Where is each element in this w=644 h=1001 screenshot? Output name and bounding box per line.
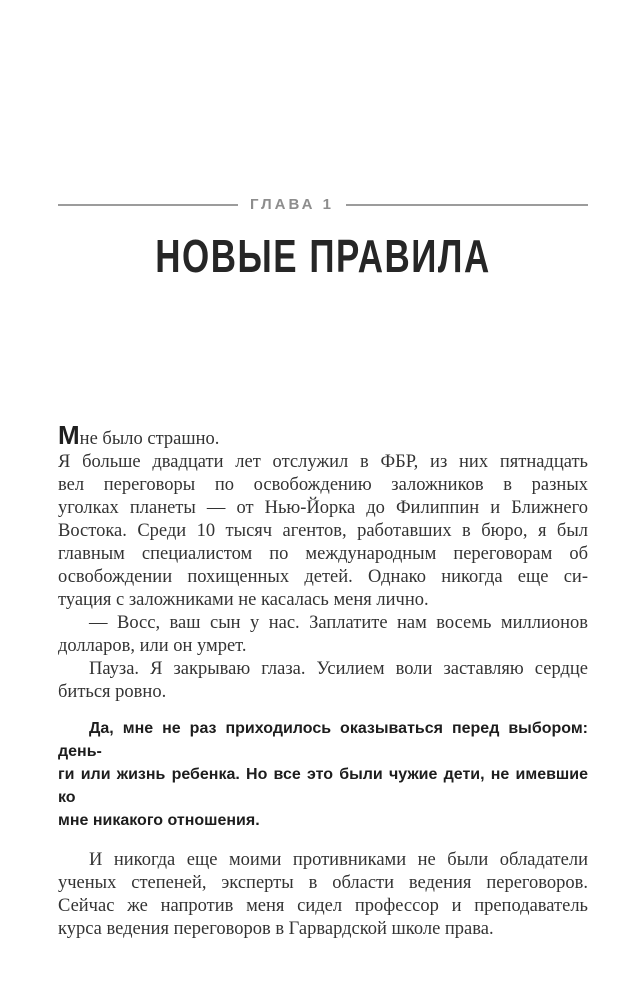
text-line: — Восс, ваш сын у нас. Заплатите нам восемь миллионов (89, 613, 588, 633)
page-body (58, 420, 588, 941)
text-line: Востока. Среди 10 тысяч агентов, работавших в бюро, я был (58, 521, 588, 541)
text-line: ги или жизнь ребенка. Но все это были чужие дети, не имевшие ко (58, 766, 588, 806)
text-line: мне никакого отношения. (58, 812, 260, 829)
divider-line-left (58, 204, 238, 206)
text-line: туация с заложниками не касалась меня лично. (58, 590, 429, 610)
text-line: уголках планеты — от Нью-Йорка до Филиппин и Ближнего (58, 498, 588, 518)
text-line: вел переговоры по освобождению заложников в разных (58, 475, 588, 495)
text-line: Сейчас же напротив меня сидел профессор и преподаватель (58, 896, 588, 916)
drop-cap: М (58, 420, 80, 450)
text-line: Пауза. Я закрываю глаза. Усилием воли заставляю сердце (89, 659, 588, 679)
text-line: освобождении похищенных детей. Однако никогда еще си- (58, 567, 588, 587)
text-line: курса ведения переговоров в Гарвардской школе права. (58, 919, 494, 939)
chapter-title: НОВЫЕ ПРАВИЛА (155, 230, 491, 282)
text-line: биться ровно. (58, 682, 167, 702)
divider-line-right (346, 204, 588, 206)
text-line: И никогда еще моими противниками не были обладатели (89, 850, 588, 870)
text-line: Я больше двадцати лет отслужил в ФБР, из них пятнадцать (58, 452, 588, 472)
text-line: главным специалистом по международным переговорам об (58, 544, 588, 564)
text-line: ученых степеней, эксперты в области ведения переговоров. (58, 873, 588, 893)
text-line: Да, мне не раз приходилось оказываться перед выбором: день- (58, 720, 588, 760)
text-line: долларов, или он умрет. (58, 636, 247, 656)
chapter-heading (58, 196, 588, 213)
chapter-label: ГЛАВА 1 (250, 196, 334, 213)
text-line (58, 420, 588, 451)
text-line-rest: не было страшно. (79, 429, 220, 449)
emphasis-paragraph (58, 717, 588, 832)
